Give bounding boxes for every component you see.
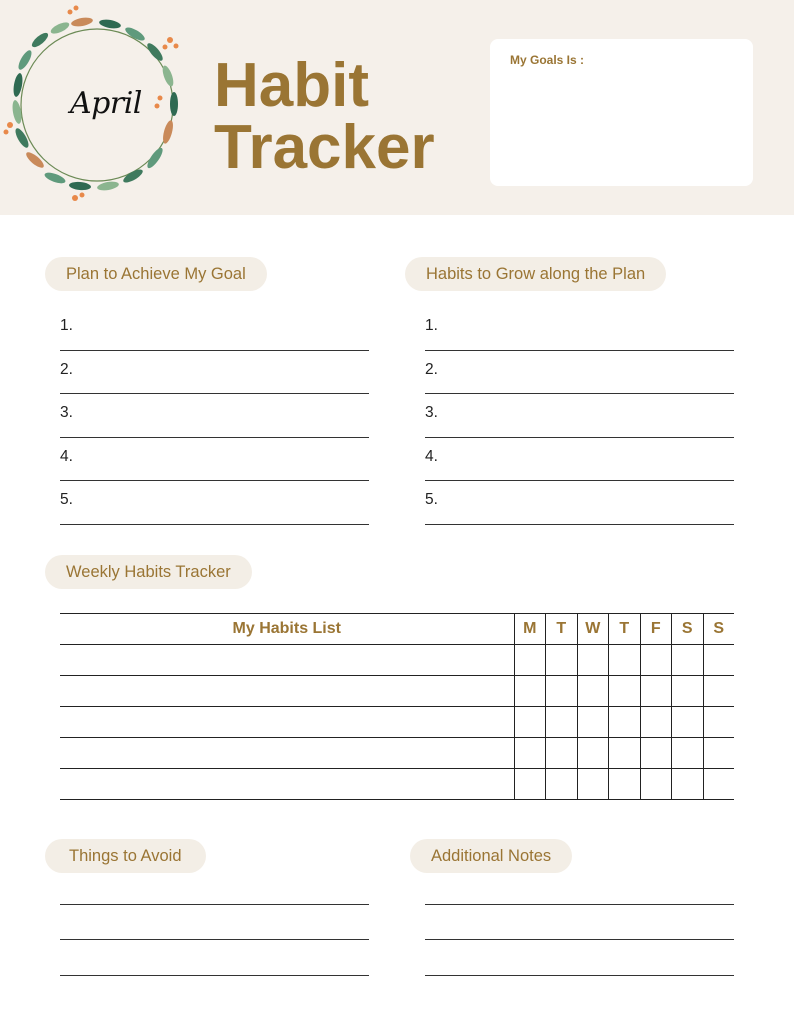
list-item[interactable]: [425, 351, 734, 395]
avoid-line[interactable]: [60, 904, 369, 905]
day-check-cell[interactable]: [546, 707, 578, 738]
day-check-cell[interactable]: [546, 676, 578, 707]
item-number: 3.: [60, 404, 73, 421]
day-header: F: [640, 614, 672, 645]
plan-list: [60, 307, 369, 525]
habit-cell[interactable]: [60, 676, 514, 707]
title-line-2: Tracker: [214, 113, 435, 182]
day-check-cell[interactable]: [672, 707, 704, 738]
day-check-cell[interactable]: [640, 738, 672, 769]
day-check-cell[interactable]: [514, 707, 546, 738]
day-check-cell[interactable]: [577, 707, 609, 738]
table-row: [60, 645, 734, 676]
day-check-cell[interactable]: [546, 738, 578, 769]
habits-grow-section-title: Habits to Grow along the Plan: [405, 257, 666, 291]
day-header: W: [577, 614, 609, 645]
day-check-cell[interactable]: [609, 645, 641, 676]
item-number: 5.: [425, 491, 438, 508]
notes-line[interactable]: [425, 904, 734, 905]
day-check-cell[interactable]: [703, 645, 734, 676]
day-check-cell[interactable]: [703, 769, 734, 800]
day-check-cell[interactable]: [640, 769, 672, 800]
habit-cell[interactable]: [60, 645, 514, 676]
goals-label: My Goals Is :: [510, 53, 585, 67]
day-check-cell[interactable]: [703, 738, 734, 769]
goals-box[interactable]: [490, 39, 753, 186]
day-check-cell[interactable]: [609, 769, 641, 800]
day-header: T: [546, 614, 578, 645]
item-number: 5.: [60, 491, 73, 508]
list-item[interactable]: [60, 481, 369, 525]
day-header: T: [609, 614, 641, 645]
day-check-cell[interactable]: [609, 738, 641, 769]
weekly-section-title: Weekly Habits Tracker: [45, 555, 252, 589]
table-row: [60, 676, 734, 707]
day-check-cell[interactable]: [546, 769, 578, 800]
day-check-cell[interactable]: [514, 769, 546, 800]
avoid-section-title: Things to Avoid: [45, 839, 206, 873]
table-header-row: [60, 614, 734, 645]
habit-cell[interactable]: [60, 769, 514, 800]
plan-section-title: Plan to Achieve My Goal: [45, 257, 267, 291]
day-check-cell[interactable]: [514, 738, 546, 769]
day-check-cell[interactable]: [514, 676, 546, 707]
list-item[interactable]: [60, 351, 369, 395]
day-check-cell[interactable]: [672, 738, 704, 769]
item-number: 4.: [425, 447, 438, 465]
page-title: [214, 51, 435, 182]
day-check-cell[interactable]: [514, 645, 546, 676]
table-row: [60, 769, 734, 800]
item-number: 3.: [425, 404, 438, 421]
weekly-habits-table: [60, 613, 734, 800]
day-check-cell[interactable]: [577, 769, 609, 800]
habit-cell[interactable]: [60, 738, 514, 769]
item-number: 4.: [60, 447, 73, 465]
month-label: April: [70, 86, 142, 121]
item-number: 2.: [60, 360, 73, 378]
day-check-cell[interactable]: [640, 645, 672, 676]
habit-cell[interactable]: [60, 707, 514, 738]
title-line-1: Habit: [214, 51, 369, 120]
day-check-cell[interactable]: [609, 707, 641, 738]
list-item[interactable]: [60, 438, 369, 482]
item-number: 1.: [425, 317, 438, 334]
table-row: [60, 707, 734, 738]
avoid-line[interactable]: [60, 975, 369, 976]
day-check-cell[interactable]: [577, 645, 609, 676]
day-check-cell[interactable]: [577, 738, 609, 769]
header-banner: [0, 0, 794, 215]
list-item[interactable]: [60, 394, 369, 438]
item-number: 1.: [60, 317, 73, 334]
notes-line[interactable]: [425, 939, 734, 940]
day-check-cell[interactable]: [640, 676, 672, 707]
day-check-cell[interactable]: [577, 676, 609, 707]
notes-line[interactable]: [425, 975, 734, 976]
table-row: [60, 738, 734, 769]
list-item[interactable]: [425, 481, 734, 525]
notes-section-title: Additional Notes: [410, 839, 572, 873]
day-header: S: [703, 614, 734, 645]
list-item[interactable]: [425, 438, 734, 482]
day-check-cell[interactable]: [672, 769, 704, 800]
item-number: 2.: [425, 360, 438, 378]
day-check-cell[interactable]: [609, 676, 641, 707]
day-check-cell[interactable]: [703, 676, 734, 707]
day-header: S: [672, 614, 704, 645]
list-item[interactable]: [60, 307, 369, 351]
avoid-line[interactable]: [60, 939, 369, 940]
list-item[interactable]: [425, 307, 734, 351]
day-header: M: [514, 614, 546, 645]
list-item[interactable]: [425, 394, 734, 438]
day-check-cell[interactable]: [546, 645, 578, 676]
day-check-cell[interactable]: [672, 676, 704, 707]
day-check-cell[interactable]: [672, 645, 704, 676]
habits-list-header: My Habits List: [60, 614, 514, 645]
day-check-cell[interactable]: [703, 707, 734, 738]
habits-grow-list: [425, 307, 734, 525]
day-check-cell[interactable]: [640, 707, 672, 738]
